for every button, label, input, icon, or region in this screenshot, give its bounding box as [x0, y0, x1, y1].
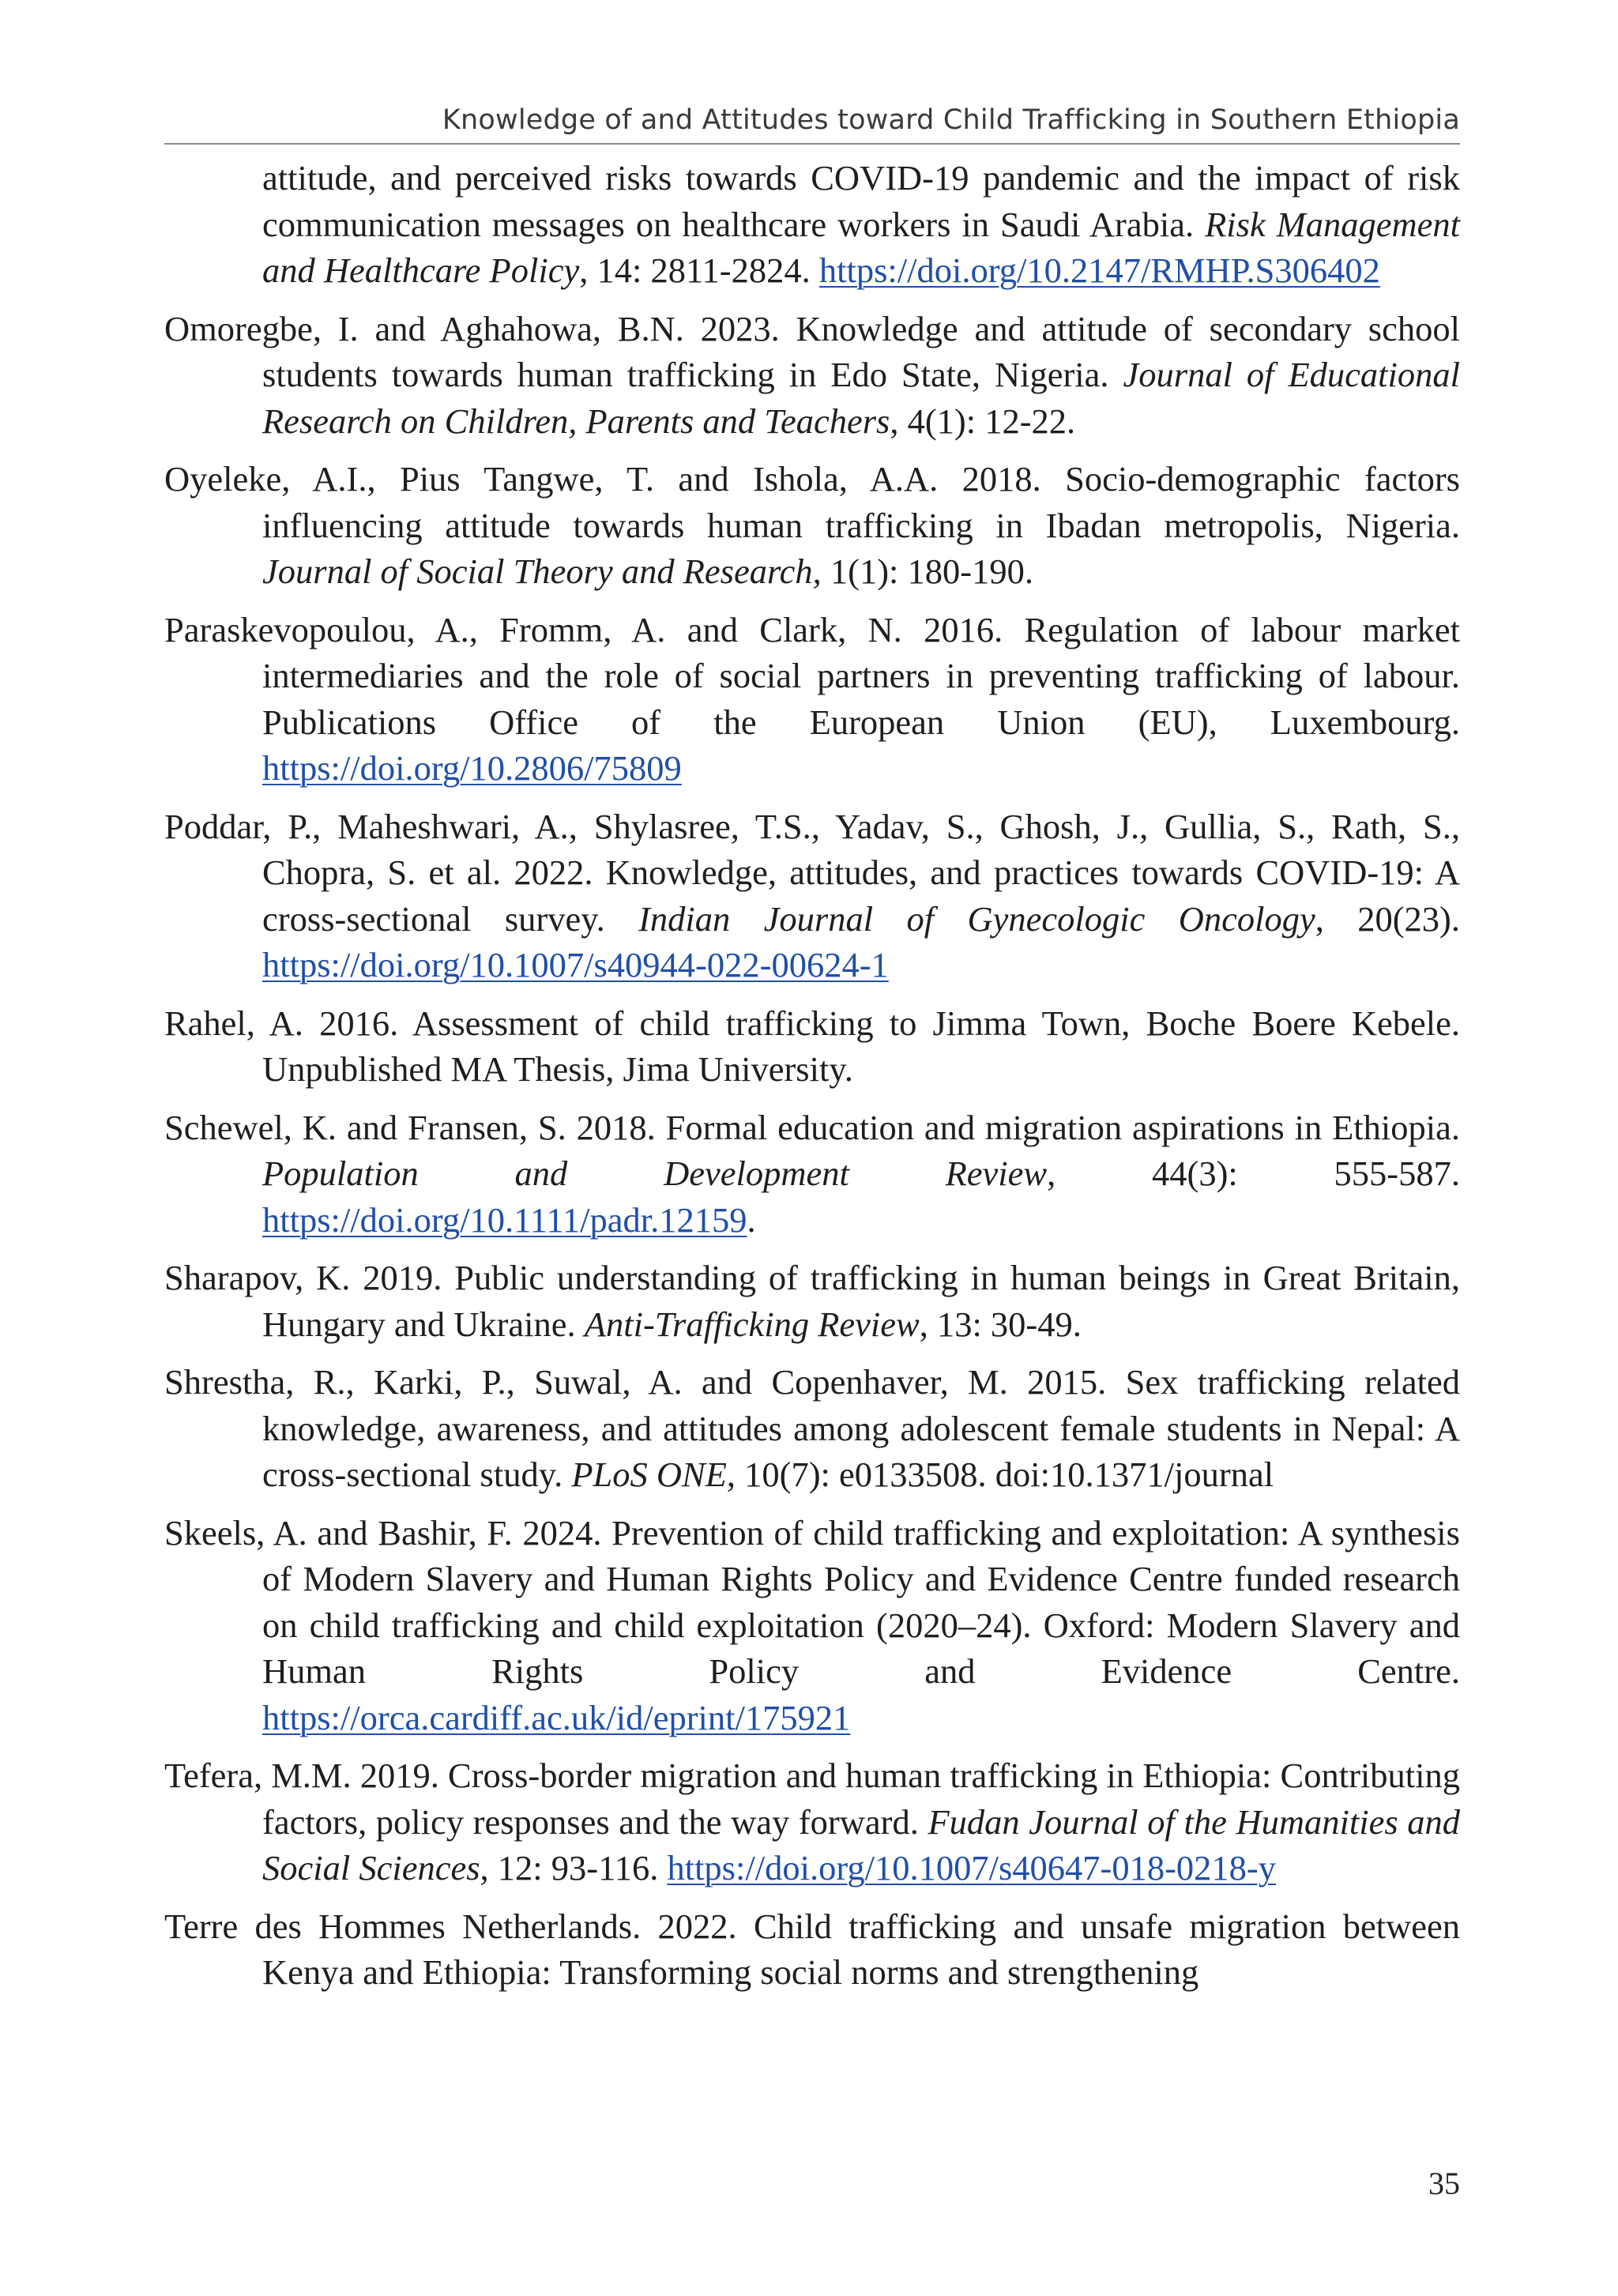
- reference-entry: [164, 607, 1460, 792]
- reference-doi-link[interactable]: https://doi.org/10.1007/s40647-018-0218-y: [667, 1848, 1276, 1888]
- reference-entry: [164, 1105, 1460, 1244]
- reference-entry: [164, 1752, 1460, 1891]
- reference-doi-link[interactable]: https://doi.org/10.1007/s40944-022-00624-1: [262, 945, 889, 984]
- reference-details: , 14: 2811-2824.: [579, 250, 819, 290]
- reference-text: Rahel, A. 2016. Assessment of child trafficking to Jimma Town, Boche Boere Kebele. Unpublished MA Thesis, Jima University.: [164, 1003, 1460, 1089]
- reference-journal: Indian Journal of Gynecologic Oncology: [638, 898, 1315, 939]
- reference-entry: [164, 1903, 1460, 1996]
- reference-journal: Anti-Trafficking Review: [584, 1304, 920, 1344]
- reference-trailing: .: [747, 1199, 756, 1240]
- reference-doi-link[interactable]: https://doi.org/10.2147/RMHP.S306402: [818, 250, 1380, 290]
- reference-doi-link[interactable]: https://orca.cardiff.ac.uk/id/eprint/175921: [262, 1697, 851, 1737]
- reference-entry: [164, 1255, 1460, 1347]
- reference-details: , 13: 30-49.: [919, 1304, 1082, 1344]
- reference-journal: Population and Development Review: [262, 1154, 1048, 1193]
- reference-journal: Journal of Educational Research on Children, Parents and Teachers: [262, 355, 1460, 441]
- reference-doi-link[interactable]: https://doi.org/10.2806/75809: [262, 748, 682, 788]
- reference-journal: Risk Management and Healthcare Policy: [262, 204, 1460, 290]
- reference-entry: [164, 804, 1460, 988]
- reference-entry: [164, 456, 1460, 595]
- reference-details: , 10(7): e0133508. doi:10.1371/journal: [726, 1455, 1274, 1494]
- reference-text: Tefera, M.M. 2019. Cross-border migration and human trafficking in Ethiopia: Contributing factors, policy responses and the way forward.: [164, 1756, 1460, 1842]
- header-rule: [164, 143, 1460, 145]
- reference-entry: [164, 1359, 1460, 1498]
- reference-journal: PLoS ONE: [571, 1455, 727, 1494]
- reference-text: Skeels, A. and Bashir, F. 2024. Prevention of child trafficking and exploitation: A synthesis of Modern Slavery and Human Rights Policy and Evidence Centre funded research on child trafficking and child exploitation (2020–24). Oxford: Modern Slavery and Human Rights Policy and Evidence Centre.: [164, 1512, 1460, 1691]
- reference-text: Omoregbe, I. and Aghahowa, B.N. 2023. Knowledge and attitude of secondary school students towards human trafficking in Edo State, Nigeria.: [164, 308, 1460, 394]
- reference-journal: Fudan Journal of the Humanities and Social Sciences: [262, 1801, 1461, 1888]
- reference-details: , 4(1): 12-22.: [890, 401, 1076, 441]
- page-number: 35: [1428, 2166, 1460, 2201]
- running-header: Knowledge of and Attitudes toward Child Trafficking in Southern Ethiopia: [442, 104, 1460, 136]
- reference-entry: [164, 155, 1460, 294]
- reference-text: Shrestha, R., Karki, P., Suwal, A. and Copenhaver, M. 2015. Sex trafficking related knowledge, awareness, and attitudes among adolescent female students in Nepal: A cross-sectional study.: [164, 1362, 1460, 1494]
- reference-text: attitude, and perceived risks towards COVID-19 pandemic and the impact of risk communication messages on healthcare workers in Saudi Arabia.: [262, 158, 1460, 244]
- reference-details: , 12: 93-116.: [480, 1848, 668, 1888]
- reference-text: Paraskevopoulou, A., Fromm, A. and Clark, N. 2016. Regulation of labour market intermediaries and the role of social partners in preventing trafficking of labour. Publications Office of the European Union (EU), Luxembourg.: [164, 609, 1460, 742]
- reference-entry: [164, 306, 1460, 445]
- reference-entry: [164, 1510, 1460, 1741]
- reference-text: Oyeleke, A.I., Pius Tangwe, T. and Ishola, A.A. 2018. Socio-demographic factors influencing attitude towards human trafficking in Ibadan metropolis, Nigeria.: [164, 459, 1460, 545]
- reference-text: Poddar, P., Maheshwari, A., Shylasree, T.S., Yadav, S., Ghosh, J., Gullia, S., Rath, S., Chopra, S. et al. 2022. Knowledge, attitudes, and practices towards COVID-19: A cross-sectional survey.: [164, 806, 1460, 939]
- reference-doi-link[interactable]: https://doi.org/10.1111/padr.12159: [262, 1199, 747, 1240]
- reference-details: 1(1): 180-190.: [821, 551, 1033, 591]
- reference-details: , 20(23).: [1315, 898, 1460, 939]
- reference-entry: [164, 1000, 1460, 1093]
- reference-list: [164, 155, 1460, 2008]
- reference-text: Schewel, K. and Fransen, S. 2018. Formal education and migration aspirations in Ethiopia.: [164, 1107, 1460, 1147]
- reference-details: , 44(3): 555-587.: [1047, 1154, 1460, 1193]
- reference-text: Terre des Hommes Netherlands. 2022. Child trafficking and unsafe migration between Kenya and Ethiopia: Transforming social norms and strengthening: [164, 1906, 1460, 1992]
- reference-text: Sharapov, K. 2019. Public understanding of trafficking in human beings in Great Britain, Hungary and Ukraine.: [164, 1258, 1460, 1344]
- reference-journal: Journal of Social Theory and Research,: [262, 551, 822, 591]
